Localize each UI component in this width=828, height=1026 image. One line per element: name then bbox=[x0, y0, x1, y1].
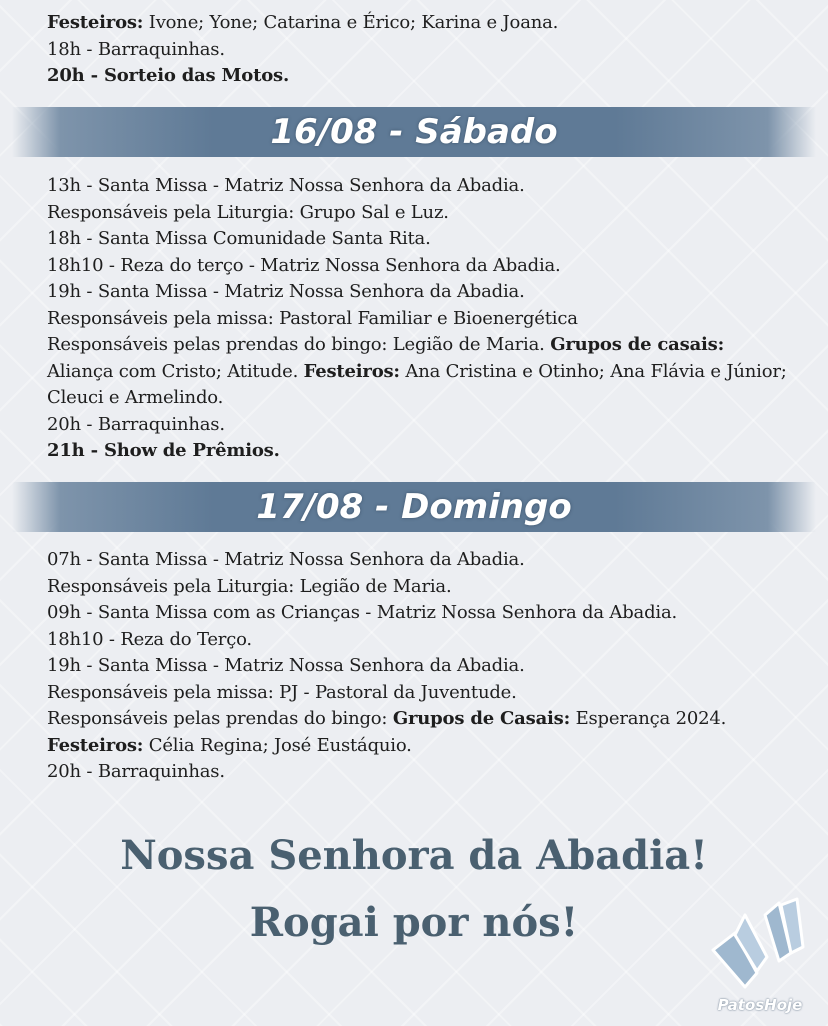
sabado-banner bbox=[12, 107, 816, 157]
closing-line-1: Nossa Senhora da Abadia! bbox=[120, 832, 708, 879]
schedule-line: 20h - Barraquinhas. bbox=[47, 413, 225, 435]
barraquinhas-line: 18h - Barraquinhas. bbox=[47, 38, 225, 60]
domingo-banner bbox=[12, 482, 816, 532]
flippers-icon bbox=[705, 895, 815, 995]
schedule-line: Responsáveis pela Liturgia: Grupo Sal e Luz. bbox=[47, 201, 449, 223]
sabado-heading: 16/08 - Sábado bbox=[270, 112, 558, 152]
domingo-section bbox=[47, 547, 807, 786]
schedule-line: Responsáveis pela missa: PJ - Pastoral da Juventude. bbox=[47, 681, 517, 703]
schedule-line: 20h - Barraquinhas. bbox=[47, 761, 225, 782]
schedule-line: 21h - Show de Prêmios. bbox=[47, 440, 280, 461]
schedule-line: 18h - Santa Missa Comunidade Santa Rita. bbox=[47, 228, 431, 249]
festeiros-line: Festeiros: Ivone; Yone; Catarina e Érico; Karina e Joana. bbox=[47, 12, 559, 33]
logo-text: PatosHoje bbox=[717, 996, 803, 1014]
bingo-line: Responsáveis pelas prendas do bingo: Grupos de Casais: Esperança 2024. bbox=[47, 708, 727, 729]
schedule-line: 18h10 - Reza do terço - Matriz Nossa Senhora da Abadia. bbox=[47, 254, 561, 276]
domingo-heading: 17/08 - Domingo bbox=[256, 487, 572, 527]
schedule-line: 07h - Santa Missa - Matriz Nossa Senhora da Abadia. bbox=[47, 549, 525, 570]
festeiros-line: Festeiros: Célia Regina; José Eustáquio. bbox=[47, 734, 412, 756]
patoshoje-logo bbox=[705, 895, 815, 1020]
sorteio-line: 20h - Sorteio das Motos. bbox=[47, 65, 290, 86]
schedule-line: 18h10 - Reza do Terço. bbox=[47, 628, 252, 650]
schedule-line: 13h - Santa Missa - Matriz Nossa Senhora da Abadia. bbox=[47, 175, 525, 196]
closing-line-2: Rogai por nós! bbox=[249, 899, 579, 946]
sabado-section bbox=[47, 173, 807, 465]
schedule-line: Responsáveis pela missa: Pastoral Familiar e Bioenergética bbox=[47, 307, 578, 329]
schedule-line: 09h - Santa Missa com as Crianças - Matriz Nossa Senhora da Abadia. bbox=[47, 602, 678, 623]
bingo-paragraph: Responsáveis pelas prendas do bingo: Legião de Maria. Grupos de casais: Aliança com Cristo; Atitude. Festeiros: Ana Cristina e Otinho; Ana Flávia e Júnior; Cleuci e Armelindo. bbox=[47, 334, 787, 408]
schedule-line: 19h - Santa Missa - Matriz Nossa Senhora da Abadia. bbox=[47, 655, 525, 676]
schedule-line: 19h - Santa Missa - Matriz Nossa Senhora da Abadia. bbox=[47, 281, 525, 302]
top-section bbox=[47, 10, 807, 90]
schedule-line: Responsáveis pela Liturgia: Legião de Maria. bbox=[47, 575, 452, 597]
